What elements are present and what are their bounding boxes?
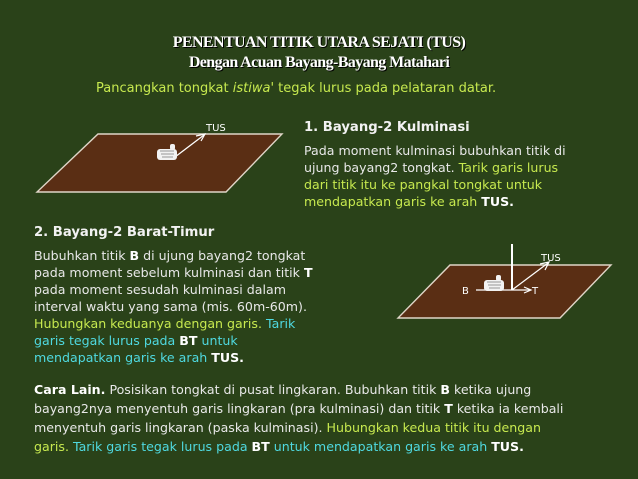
diagram2-label-t: T: [532, 286, 539, 297]
diagram1-label-tus: TUS: [206, 123, 226, 134]
intro-text: Pancangkan tongkat istiwa' tegak lurus pada pelataran datar.: [96, 81, 497, 96]
section1-line4: mendapatkan garis ke arah TUS.: [304, 194, 514, 209]
section3-line1: Cara Lain. Posisikan tongkat di pusat lingkaran. Bubuhkan titik B ketika ujung: [34, 382, 532, 397]
section1-line1: Pada moment kulminasi bubuhkan titik di: [304, 143, 566, 158]
section2-line6: garis tegak lurus pada BT untuk: [34, 333, 238, 348]
section2-line3: pada moment sesudah kulminasi dalam: [34, 282, 286, 297]
section3-line4: garis. Tarik garis tegak lurus pada BT untuk mendapatkan garis ke arah TUS.: [34, 439, 524, 454]
page-subtitle: Dengan Acuan Bayang-Bayang Matahari: [188, 54, 450, 71]
section2-line2: pada moment sebelum kulminasi dan titik T: [34, 265, 313, 280]
section2-line7: mendapatkan garis ke arah TUS.: [34, 350, 244, 365]
section1-heading: 1. Bayang-2 Kulminasi: [304, 120, 470, 135]
diagram2-label-b: B: [462, 286, 469, 297]
section2-line5: Hubungkan keduanya dengan garis. Tarik: [34, 316, 296, 331]
diagram2-plane: [398, 265, 611, 318]
diagram2-label-tus: TUS: [541, 253, 561, 264]
section3-line2: bayang2nya menyentuh garis lingkaran (pra kulminasi) dan titik T ketika ia kembali: [34, 401, 564, 416]
section3-line3: menyentuh garis lingkaran (paska kulminasi). Hubungkan kedua titik itu dengan: [34, 420, 541, 435]
section2-line4: interval waktu yang sama (mis. 60m-60m).: [34, 299, 307, 314]
section2-line1: Bubuhkan titik B di ujung bayang2 tongkat: [34, 248, 306, 263]
page-title: PENENTUAN TITIK UTARA SEJATI (TUS): [172, 34, 466, 51]
section1-line2: ujung bayang2 tongkat. Tarik garis lurus: [304, 160, 559, 175]
section1-line3: dari titik itu ke pangkal tongkat untuk: [304, 177, 543, 192]
section2-heading: 2. Bayang-2 Barat-Timur: [34, 225, 215, 240]
diagram1-plane: [37, 134, 282, 192]
